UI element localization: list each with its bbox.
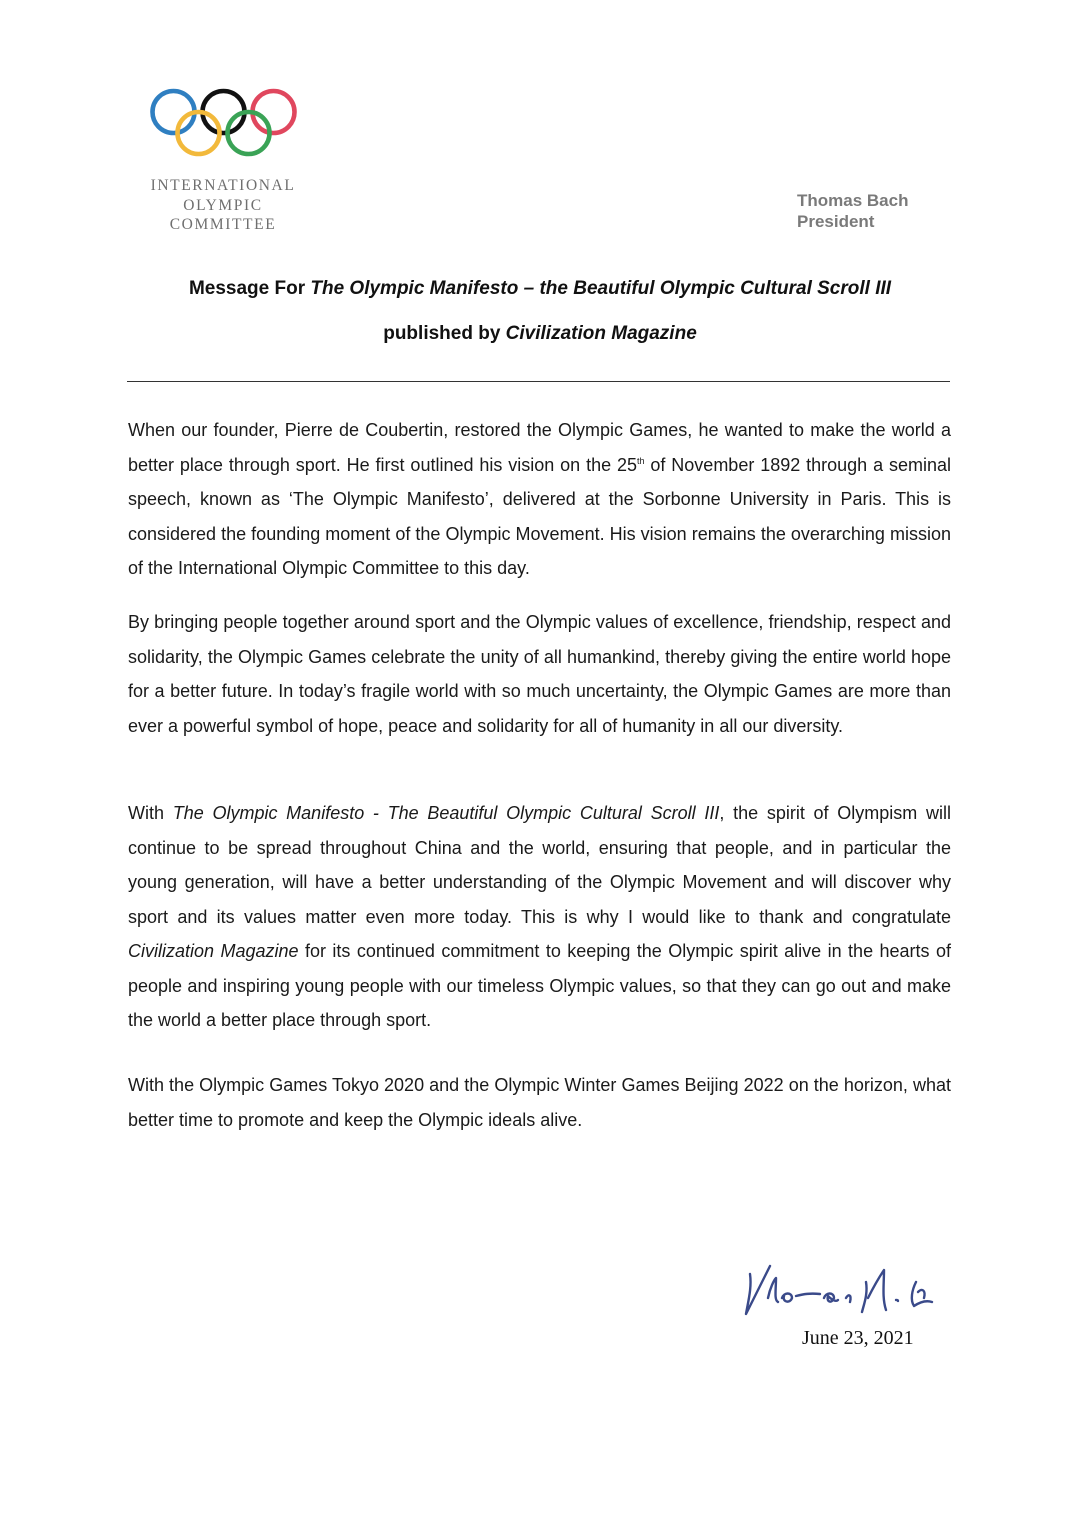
message-subtitle xyxy=(0,323,1080,345)
paragraph-4: With the Olympic Games Tokyo 2020 and the Olympic Winter Games Beijing 2022 on the horizon, what better time to promote and keep the Olympic ideals alive. xyxy=(128,1075,951,1130)
signature-strokes xyxy=(746,1266,932,1314)
logo-line-3: COMMITTEE xyxy=(169,216,277,233)
paragraph-3-title: The Olympic Manifesto - The Beautiful Olympic Cultural Scroll III xyxy=(172,803,720,823)
letter-date: June 23, 2021 xyxy=(802,1327,914,1349)
paragraph-1-part-a: When our founder, Pierre de Coubertin, restored the Olympic Games, he wanted to make the world a better place through sport. He first outlined his vision on the 25 xyxy=(128,420,951,475)
ring-red xyxy=(253,91,295,133)
ring-yellow xyxy=(178,112,220,154)
logo-line-2: OLYMPIC xyxy=(183,196,263,214)
ioc-logo xyxy=(138,84,318,233)
logo-wordmark xyxy=(138,176,308,235)
logo-line-1: INTERNATIONAL xyxy=(150,177,296,194)
olympic-rings-icon xyxy=(138,84,308,164)
ordinal-suffix: th xyxy=(637,455,645,466)
message-title-work: The Olympic Manifesto – the Beautiful Olympic Cultural Scroll III xyxy=(310,278,892,299)
paragraph-2: By bringing people together around sport and the Olympic values of excellence, friendship, respect and solidarity, the Olympic Games celebrate the unity of all humankind, thereby giving the entire world hope for a better future. In today’s fragile world with so much uncertainty, the Olympic Games are more than ever a powerful symbol of hope, peace and solidarity for all of humanity in all our diversity. xyxy=(128,612,951,736)
signatory-name: Thomas Bach xyxy=(797,191,909,210)
horizontal-divider xyxy=(127,381,950,382)
paragraph-1-part-b: of November 1892 through a seminal speech, known as ‘The Olympic Manifesto’, delivered at the Sorbonne University in Paris. This is considered the founding moment of the Olympic Movement. His vision remains the overarching mission of the International Olympic Committee to this day. xyxy=(128,454,951,578)
ring-green xyxy=(228,112,270,154)
handwritten-signature xyxy=(740,1258,940,1320)
message-subtitle-prefix: published by xyxy=(383,323,506,344)
paragraph-3-magazine: Civilization Magazine xyxy=(128,941,299,961)
ring-blue xyxy=(153,91,195,133)
paragraph-1 xyxy=(128,413,951,586)
paragraph-3-part-b: , the spirit of Olympism will continue to be spread throughout China and the world, ensuring that people, and in particular the young generation, will have a better understanding of the Olympic Movement and will discover why sport and its values matter even more today. This is why I would like to thank and congratulate xyxy=(128,803,951,927)
paragraph-3-part-a: With xyxy=(128,803,173,823)
message-subtitle-publication: Civilization Magazine xyxy=(505,323,697,344)
signatory-block xyxy=(797,190,908,232)
signatory-title: President xyxy=(797,212,875,231)
paragraph-3 xyxy=(128,796,951,1038)
message-title xyxy=(0,278,1080,300)
paragraph-3-part-c: for its continued commitment to keeping the Olympic spirit alive in the hearts of people and inspiring young people with our timeless Olympic values, so that they can go out and make the world a better place through sport. xyxy=(128,941,951,1030)
message-title-prefix: Message For xyxy=(188,278,311,299)
ring-black xyxy=(203,91,245,133)
